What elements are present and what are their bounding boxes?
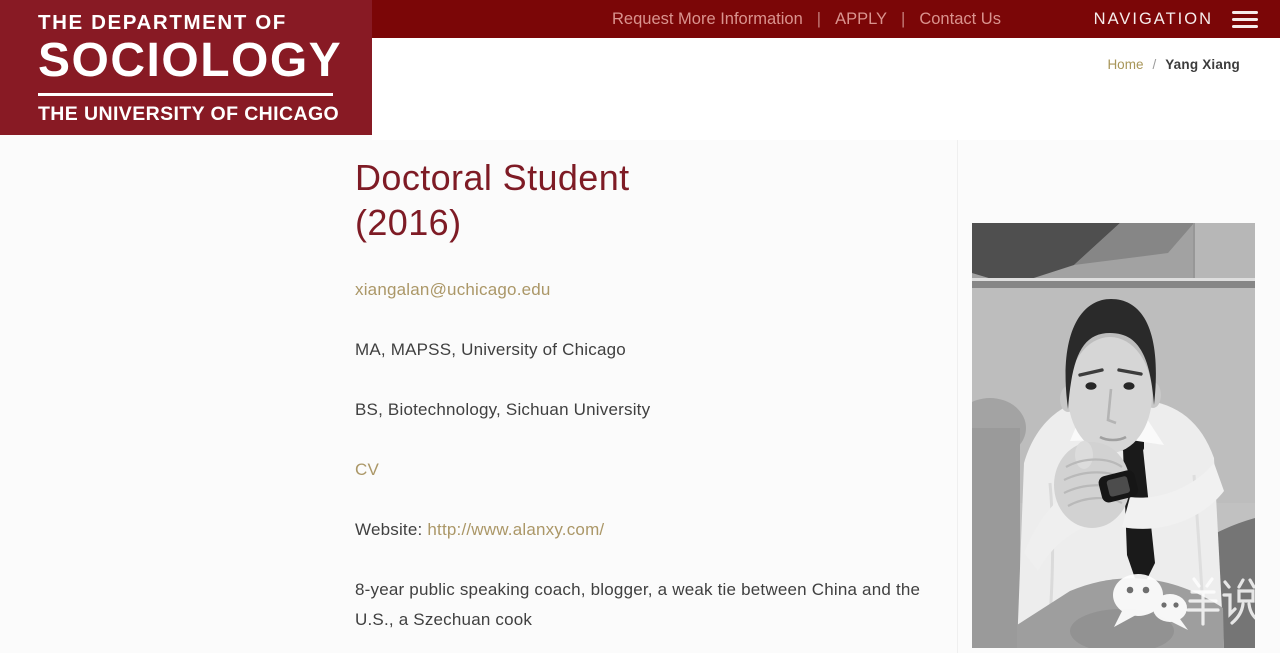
title-line-2: (2016) xyxy=(355,202,462,243)
education-row: MA, MAPSS, University of Chicago xyxy=(355,340,626,359)
department-logo[interactable] xyxy=(0,0,372,135)
utility-separator: | xyxy=(816,9,822,28)
utility-separator: | xyxy=(901,9,906,28)
header-white-band xyxy=(372,38,1280,140)
cv-row xyxy=(355,455,940,485)
hamburger-menu-icon[interactable] xyxy=(1232,11,1258,28)
logo-line-university: THE UNIVERSITY OF CHICAGO xyxy=(38,103,340,126)
page-title xyxy=(355,155,940,245)
breadcrumb-home-link[interactable]: Home xyxy=(1107,57,1144,72)
logo-line-department: THE DEPARTMENT OF xyxy=(38,11,287,34)
request-info-link[interactable]: Request More Information xyxy=(612,9,803,28)
breadcrumb-separator: / xyxy=(1152,57,1157,72)
email-link[interactable]: xiangalan@uchicago.edu xyxy=(355,280,551,299)
education-row: BS, Biotechnology, Sichuan University xyxy=(355,400,651,419)
navigation-group xyxy=(1094,0,1258,38)
cv-link[interactable]: CV xyxy=(355,460,380,479)
contact-us-link[interactable]: Contact Us xyxy=(919,9,1001,28)
portrait-illustration xyxy=(972,223,1255,648)
apply-link[interactable]: APPLY xyxy=(835,9,888,28)
website-row xyxy=(355,515,940,545)
website-label: Website: xyxy=(355,520,423,539)
title-line-1: Doctoral Student xyxy=(355,157,630,198)
profile-photo xyxy=(972,223,1255,648)
logo-line-sociology: SOCIOLOGY xyxy=(38,34,343,87)
column-divider xyxy=(957,140,958,653)
profile-content xyxy=(355,155,940,653)
utility-nav xyxy=(612,0,1001,38)
bio-text: 8-year public speaking coach, blogger, a weak tie between China and the U.S., a Szechuan cook xyxy=(355,580,921,629)
logo-rule xyxy=(38,93,333,96)
website-link[interactable]: http://www.alanxy.com/ xyxy=(427,520,605,539)
breadcrumb xyxy=(1107,57,1240,72)
breadcrumb-current: Yang Xiang xyxy=(1165,57,1240,72)
navigation-toggle[interactable]: NAVIGATION xyxy=(1093,9,1213,28)
email-row xyxy=(355,275,940,305)
